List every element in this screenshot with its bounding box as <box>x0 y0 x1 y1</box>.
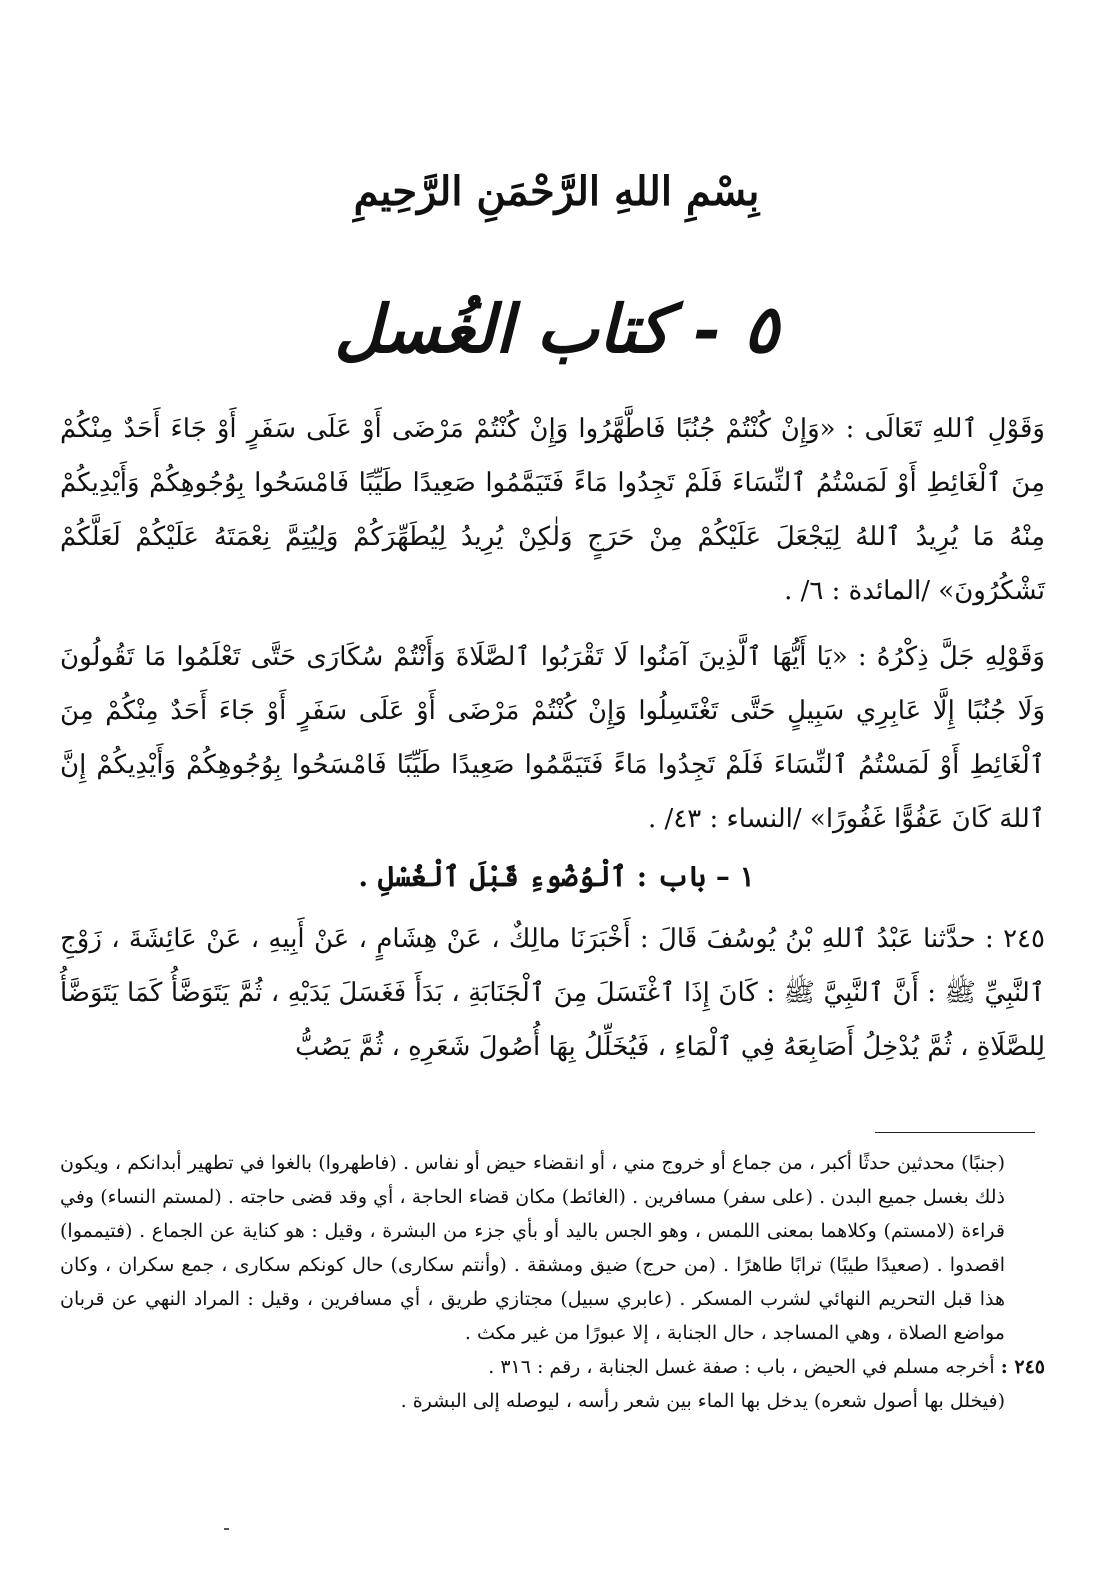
hadith-245: ٢٤٥ : حدَّثنا عَبْدُ ٱللهِ بْنُ يُوسُفَ قَالَ : أَخْبَرَنَا مالِكٌ ، عَنْ هِشَامٍ ، عَنْ أَبِيهِ ، عَنْ عَائِشَةَ ، زَوْجِ ٱلنَّبِيِّ ﷺ : أَنَّ ٱلنَّبِيَّ ﷺ : كَانَ إِذَا ٱغْتَسَلَ مِنَ ٱلْجَنَابَةِ ، بَدَأَ فَغَسَلَ يَدَيْهِ ، ثُمَّ يَتَوَضَّأُ كَمَا يَتَوَضَّأُ لِلصَّلَاةِ ، ثُمَّ يُدْخِلُ أَصَابِعَهُ فِي ٱلْمَاءِ ، فَيُخَلِّلُ بِهَا أُصُولَ شَعَرِهِ ، ثُمَّ يَصُبُّ <box>60 924 1045 1062</box>
footnote-gloss: (فيخلل بها أصول شعره) يدخل بها الماء بين شعر رأسه ، ليوصله إلى البشرة . <box>400 1390 1005 1412</box>
footnotes <box>60 1146 1045 1418</box>
footnote-reference <box>60 1350 1045 1384</box>
quran-verse-nisa: وَقَوْلِهِ جَلَّ ذِكْرُهُ : «يَا أَيُّهَا ٱلَّذِينَ آمَنُوا لَا تَقْرَبُوا ٱلصَّلَاةَ وَأَنْتُمْ سُكَارَى حَتَّى تَعْلَمُوا مَا تَقُولُونَ وَلَا جُنُبًا إِلَّا عَابِرِي سَبِيلٍ حَتَّى تَغْتَسِلُوا وَإِنْ كُنْتُمْ مَرْضَى أَوْ عَلَى سَفَرٍ أَوْ جَاءَ أَحَدٌ مِنْكُمْ مِنَ ٱلْغَائِطِ أَوْ لَمَسْتُمُ ٱلنِّسَاءَ فَلَمْ تَجِدُوا مَاءً فَتَيَمَّمُوا صَعِيدًا طَيِّبًا فَامْسَحُوا بِوُجُوهِكُمْ وَأَيْدِيكُمْ إِنَّ ٱللهَ كَانَ عَفُوًّا غَفُورًا» /النساء : ٤٣/ . <box>60 642 1045 834</box>
footnote-reference-text: أخرجه مسلم في الحيض ، باب : صفة غسل الجنابة ، رقم : ٣١٦ . <box>488 1356 995 1378</box>
footnote-glossary: (جنبًا) محدثين حدثًا أكبر ، من جماع أو خروج مني ، أو انقضاء حيض أو نفاس . (فاطهروا) بالغوا في تطهير أبدانكم ، ويكون ذلك بغسل جميع البدن . (على سفر) مسافرين . (الغائط) مكان قضاء الحاجة ، أي وقد قضى حاجته . (لمستم النساء) وفي قراءة (لامستم) وكلاهما بمعنى اللمس ، وهو الجس باليد أو بأي جزء من البشرة ، وقيل : هو كناية عن الجماع . (فتيمموا) اقصدوا . (صعيدًا طيبًا) ترابًا طاهرًا . (من حرج) ضيق ومشقة . (وأنتم سكارى) حال كونكم سكارى ، جمع سكران ، وكان هذا قبل التحريم النهائي لشرب المسكر . (عابري سبيل) مجتازي طريق ، أي مسافرين ، وقيل : المراد النهي عن قربان مواضع الصلاة ، وهي المساجد ، حال الجنابة ، إلا عبورًا من غير مكث . <box>60 1152 1005 1344</box>
footnote-separator <box>875 1132 1035 1133</box>
basmala-heading: بِسْمِ اللهِ الرَّحْمَنِ الرَّحِيمِ <box>353 168 760 215</box>
quran-verse-maidah: وَقَوْلِ ٱللهِ تَعَالَى : «وَإِنْ كُنْتُمْ جُنُبًا فَاطَّهَّرُوا وَإِنْ كُنْتُمْ مَرْضَى أَوْ عَلَى سَفَرٍ أَوْ جَاءَ أَحَدٌ مِنْكُمْ مِنَ ٱلْغَائِطِ أَوْ لَمَسْتُمُ ٱلنِّسَاءَ فَلَمْ تَجِدُوا مَاءً فَتَيَمَّمُوا صَعِيدًا طَيِّبًا فَامْسَحُوا بِوُجُوهِكُمْ وَأَيْدِيكُمْ مِنْهُ مَا يُرِيدُ ٱللهُ لِيَجْعَلَ عَلَيْكُمْ مِنْ حَرَجٍ وَلٰكِنْ يُرِيدُ لِيُطَهِّرَكُمْ وَلِيُتِمَّ نِعْمَتَهُ عَلَيْكُمْ لَعَلَّكُمْ تَشْكُرُونَ» /المائدة : ٦/ . <box>60 414 1045 606</box>
page-mark <box>224 1528 229 1530</box>
chapter-heading: ١ – باب : ٱلْوُضُوءِ قَبْلَ ٱلْغُسْلِ . <box>358 860 755 893</box>
footnote-number: ٢٤٥ : <box>1000 1356 1045 1378</box>
book-title: ٥ - كتاب الغُسل <box>334 290 779 368</box>
